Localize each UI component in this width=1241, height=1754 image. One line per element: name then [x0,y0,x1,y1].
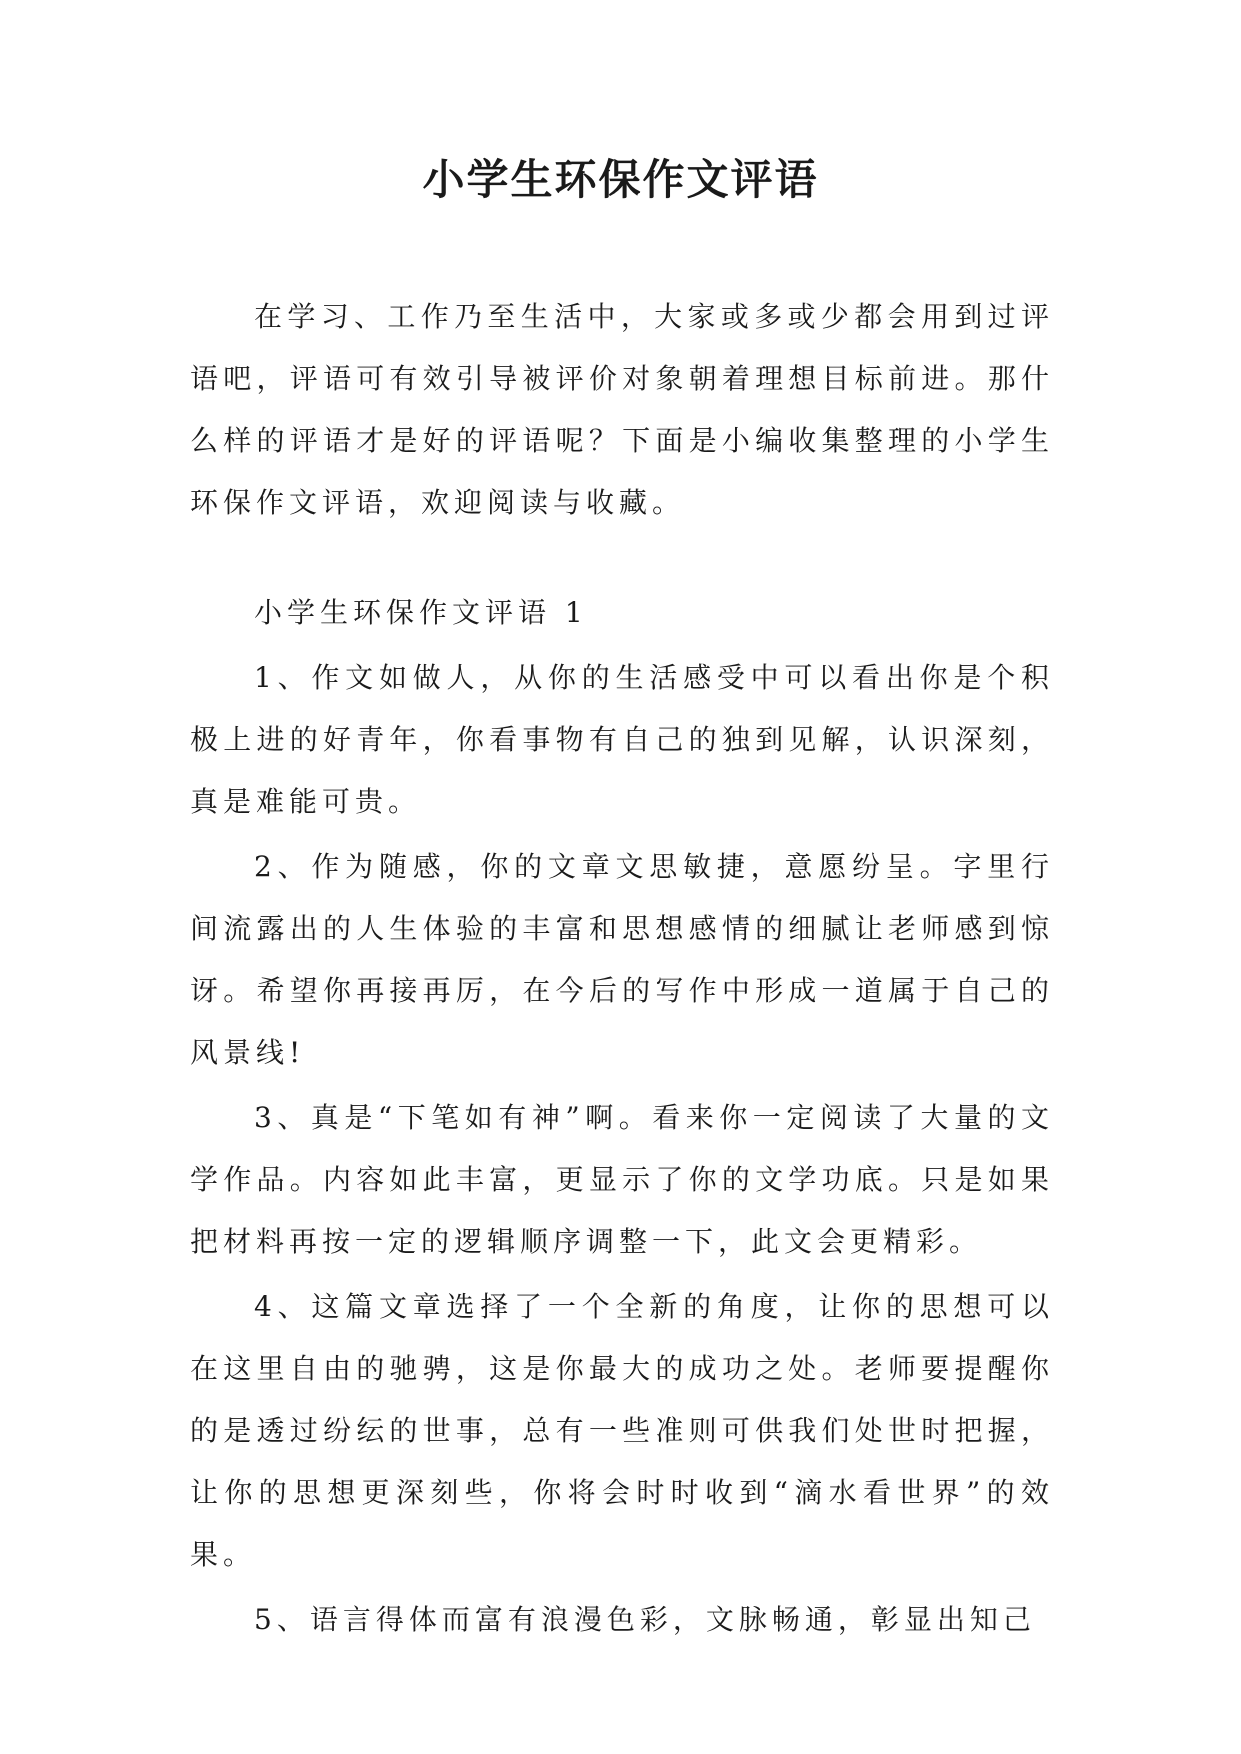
comment-item-2: 2、作为随感，你的文章文思敏捷，意愿纷呈。字里行间流露出的人生体验的丰富和思想感情的细腻让老师感到惊讶。希望你再接再厉，在今后的写作中形成一道属于自己的风景线! [190,850,1054,1069]
comment-item-4: 4、这篇文章选择了一个全新的角度，让你的思想可以在这里自由的驰骋，这是你最大的成功之处。老师要提醒你的是透过纷纭的世事，总有一些准则可供我们处世时把握，让你的思想更深刻些，你将会时时收到“滴水看世界”的效果。 [190,1290,1054,1571]
comment-item-5: 5、语言得体而富有浪漫色彩，文脉畅通，彰显出知己 [254,1603,1036,1636]
document-body [190,286,1054,1654]
comment-item-1: 1、作文如做人，从你的生活感受中可以看出你是个积极上进的好青年，你看事物有自己的独到见解，认识深刻，真是难能可贵。 [190,661,1054,818]
comment-item-3: 3、真是“下笔如有神”啊。看来你一定阅读了大量的文学作品。内容如此丰富，更显示了你的文学功底。只是如果把材料再按一定的逻辑顺序调整一下，此文会更精彩。 [190,1101,1054,1258]
section-heading: 小学生环保作文评语 1 [254,596,588,629]
intro-paragraph: 在学习、工作乃至生活中，大家或多或少都会用到过评语吧，评语可有效引导被评价对象朝着理想目标前进。那什么样的评语才是好的评语呢？下面是小编收集整理的小学生环保作文评语，欢迎阅读与收藏。 [190,300,1054,519]
page-title: 小学生环保作文评语 [422,155,819,204]
